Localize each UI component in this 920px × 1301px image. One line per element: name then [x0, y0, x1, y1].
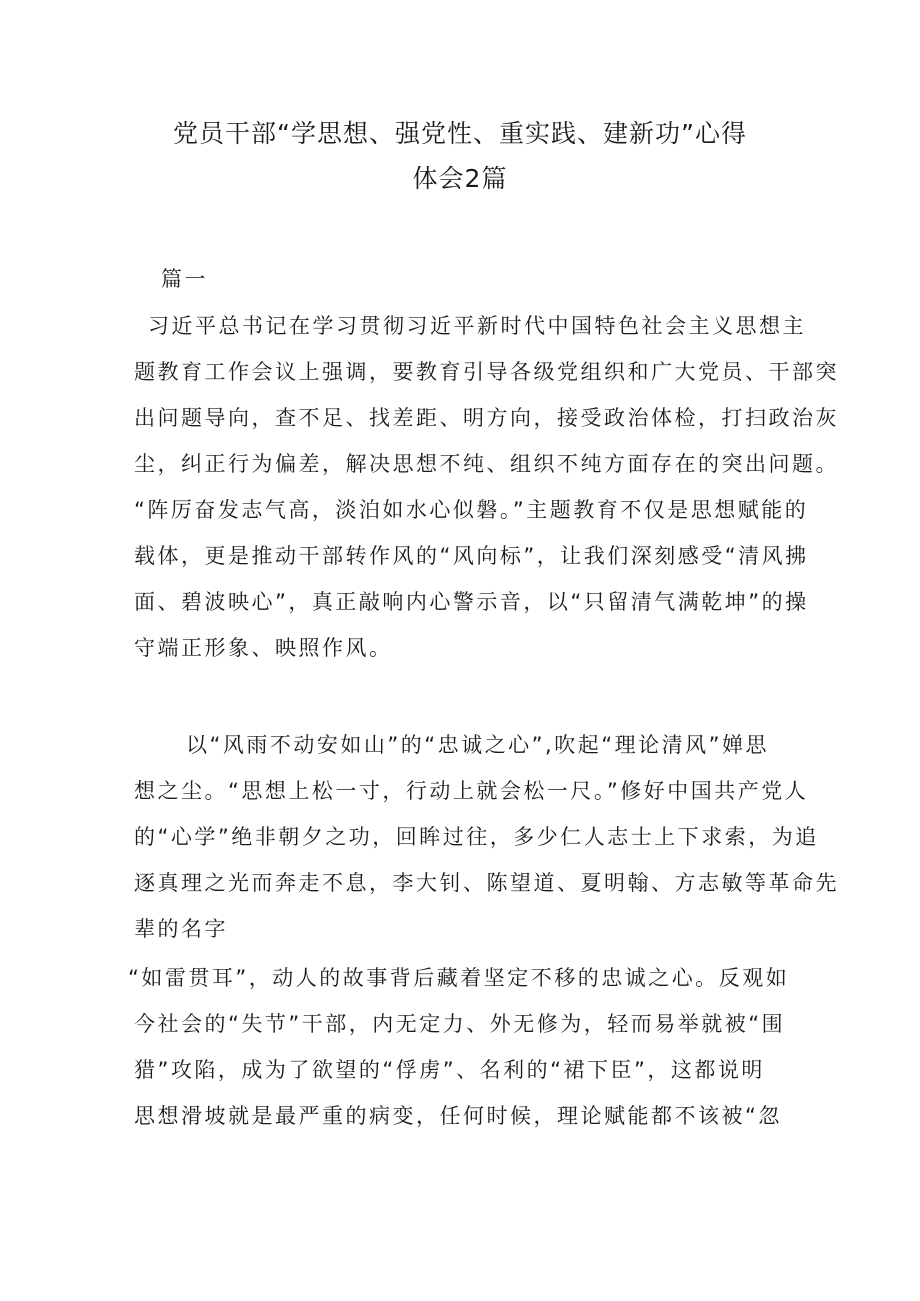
- paragraph-line: 题教育工作会议上强调，要教育引导各级党组织和广大党员、干部突: [134, 360, 839, 384]
- paragraph-line: 载体，更是推动干部转作风的“风向标”，让我们深刻感受“清风拂: [134, 544, 809, 568]
- paragraph-line: 习近平总书记在学习贯彻习近平新时代中国特色社会主义思想主: [148, 314, 806, 338]
- document-title-line-1: 党员干部“学思想、强党性、重实践、建新功”心得: [173, 119, 747, 148]
- section-label: 篇一: [161, 267, 208, 291]
- paragraph-line: 逐真理之光而奔走不息，李大钊、陈望道、夏明翰、方志敏等革命先: [134, 871, 839, 895]
- paragraph-line: “如雷贯耳”，动人的故事背后藏着坚定不移的忠诚之心。反观如: [128, 966, 790, 990]
- paragraph-line: 辈的名字: [134, 917, 228, 941]
- paragraph-line: “阵厉奋发志气高，淡泊如水心似磐。”主题教育不仅是思想赋能的: [134, 498, 809, 522]
- paragraph-line: 出问题导向，查不足、找差距、明方向，接受政治体检，打扫政治灰: [134, 406, 839, 430]
- document-title-line-2: 体会2篇: [412, 164, 508, 193]
- paragraph-line: 猎”攻陷，成为了欲望的“俘虏”、名利的“裙下臣”，这都说明: [134, 1058, 765, 1082]
- paragraph-line: 的“心学”绝非朝夕之功，回眸过往，多少仁人志士上下求索，为追: [134, 825, 819, 849]
- paragraph-line: 思想滑坡就是最严重的病变，任何时候，理论赋能都不该被“忽: [134, 1104, 782, 1128]
- paragraph-line: 面、碧波映心”，真正敲响内心警示音，以“只留清气满乾坤”的操: [134, 590, 809, 614]
- paragraph-line: 想之尘。“思想上松一寸，行动上就会松一尺。”修好中国共产党人: [134, 779, 809, 803]
- paragraph-line: 今社会的“失节”干部，内无定力、外无修为，轻而易举就被“围: [134, 1012, 786, 1036]
- paragraph-line: 以“风雨不动安如山”的“忠诚之心”,吹起“理论清风”婵思: [186, 733, 769, 757]
- paragraph-line: 守端正形象、映照作风。: [134, 636, 393, 660]
- paragraph-line: 尘，纠正行为偏差，解决思想不纯、组织不纯方面存在的突出问题。: [134, 452, 839, 476]
